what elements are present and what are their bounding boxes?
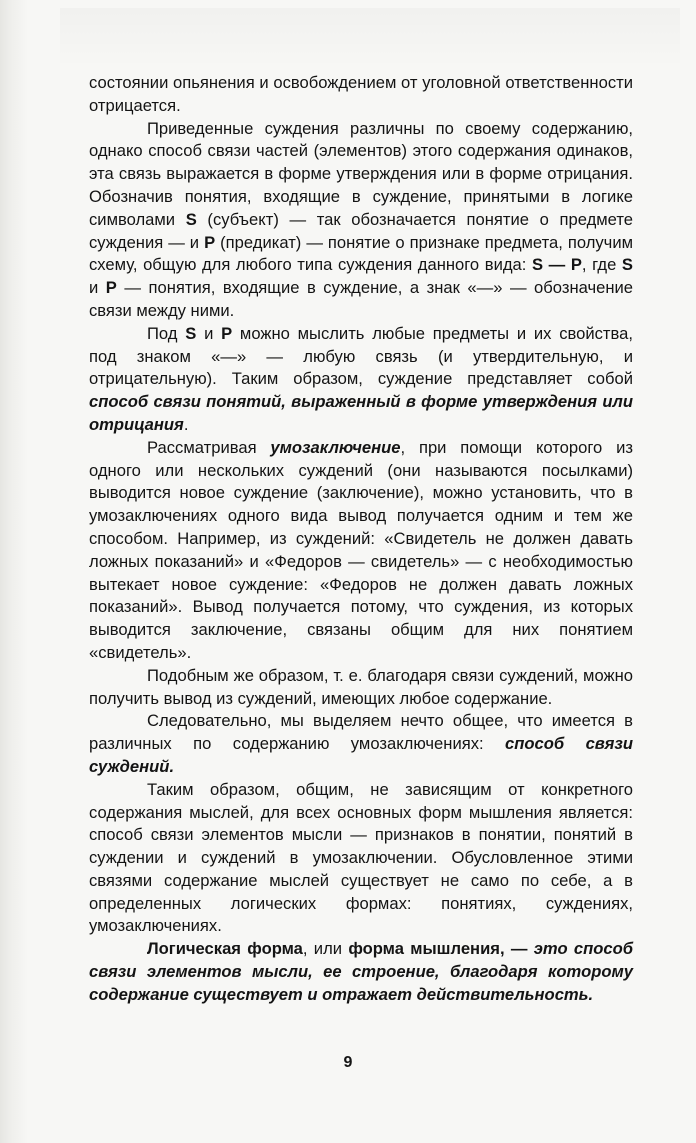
text-run: , где <box>581 255 622 275</box>
paragraph <box>89 779 633 939</box>
paragraph <box>89 665 633 711</box>
text-run: это способ связи элементов мысли, ее строение, благодаря которому содержание существует и отражает действительность. <box>89 939 633 1004</box>
paragraph <box>89 118 633 323</box>
text-run: — понятия, входящие в суждение, а знак «—» — обозначение связи между ними. <box>89 278 634 320</box>
text-run: . <box>183 414 189 434</box>
paragraph <box>89 72 633 118</box>
paragraph <box>89 938 633 1006</box>
text-run: Следовательно, мы выделяем нечто общее, что имеется в различных по содержанию умозаключениях: <box>89 711 633 754</box>
text-run: S <box>621 255 633 275</box>
text-run: и <box>89 278 106 298</box>
text-run: Приведенные суждения различны по своему содержанию, однако способ связи частей (элементов) этого содержания одинаков, эта связь выражается в форме утверждения или в форме отрицания. Обозначив понятия, входящие в суждение, принятыми в логике символами <box>89 118 633 229</box>
text-run: и <box>196 323 222 343</box>
text-run: умозаключение <box>270 437 401 457</box>
paragraph <box>89 710 633 778</box>
paragraph <box>89 437 633 665</box>
text-run: S — Р <box>531 255 582 275</box>
text-run: Логическая форма <box>147 939 303 959</box>
text-run: S <box>185 209 197 229</box>
text-run: способ связи суждений. <box>89 734 633 776</box>
text-run: Под <box>147 323 186 343</box>
text-run: Подобным же образом, т. е. благодаря связи суждений, можно получить вывод из суждений, имеющих любое содержание. <box>89 665 633 708</box>
scan-noise <box>60 8 680 68</box>
text-run: Рассматривая <box>147 437 271 457</box>
text-run: способ связи понятий, выраженный в форме утверждения или отрицания <box>89 392 633 434</box>
text-run: Таким образом, общим, не зависящим от конкретного содержания мыслей, для всех основных форм мышления является: способ связи элементов мысли — признаков в понятии, понятий в суждении и суждений в умозаключении. Обусловленное этими связями содержание мыслей существует не само по себе, а в определенных логических формах: понятиях, суждениях, умозаключениях. <box>89 779 633 936</box>
text-run: , или <box>302 939 349 959</box>
page-binding-shadow <box>0 0 28 1143</box>
text-run: можно мыслить любые предметы и их свойства, под знаком «—» — любую связь (и утвердительную, и отрицательную). Таким образом, суждение представляет собой <box>89 323 633 389</box>
text-run: Р <box>221 323 233 343</box>
paragraph <box>89 323 633 437</box>
text-run: состоянии опьянения и освобождением от уголовной ответственности отрицается. <box>89 73 633 115</box>
text-run: (предикат) — понятие о признаке предмета, получим схему, общую для любого типа суждения данного вида: <box>89 232 634 275</box>
text-run: Р <box>204 232 216 252</box>
text-run: (субъект) — так обозначается понятие о предмете суждения — и <box>89 209 633 252</box>
body-text <box>89 72 633 1007</box>
page-number: 9 <box>343 1054 353 1071</box>
text-run: S <box>185 323 197 343</box>
text-run: , при помощи которого из одного или нескольких суждений (они называются посылками) выводится новое суждение (заключение), можно установить, что в умозаключениях одного вида вывод получается одним и тем же способом. Например, из суждений: «Свидетель не должен давать ложных показаний» и «Федоров — свидетель» — с необходимостью вытекает новое суждение: «Федоров не должен давать ложных показаний». Вывод получается потому, что суждения, из которых выводится заключение, связаны общим для них понятием «свидетель». <box>89 437 633 662</box>
text-run: Р <box>105 278 117 298</box>
text-run: форма мышления, — <box>348 939 534 959</box>
